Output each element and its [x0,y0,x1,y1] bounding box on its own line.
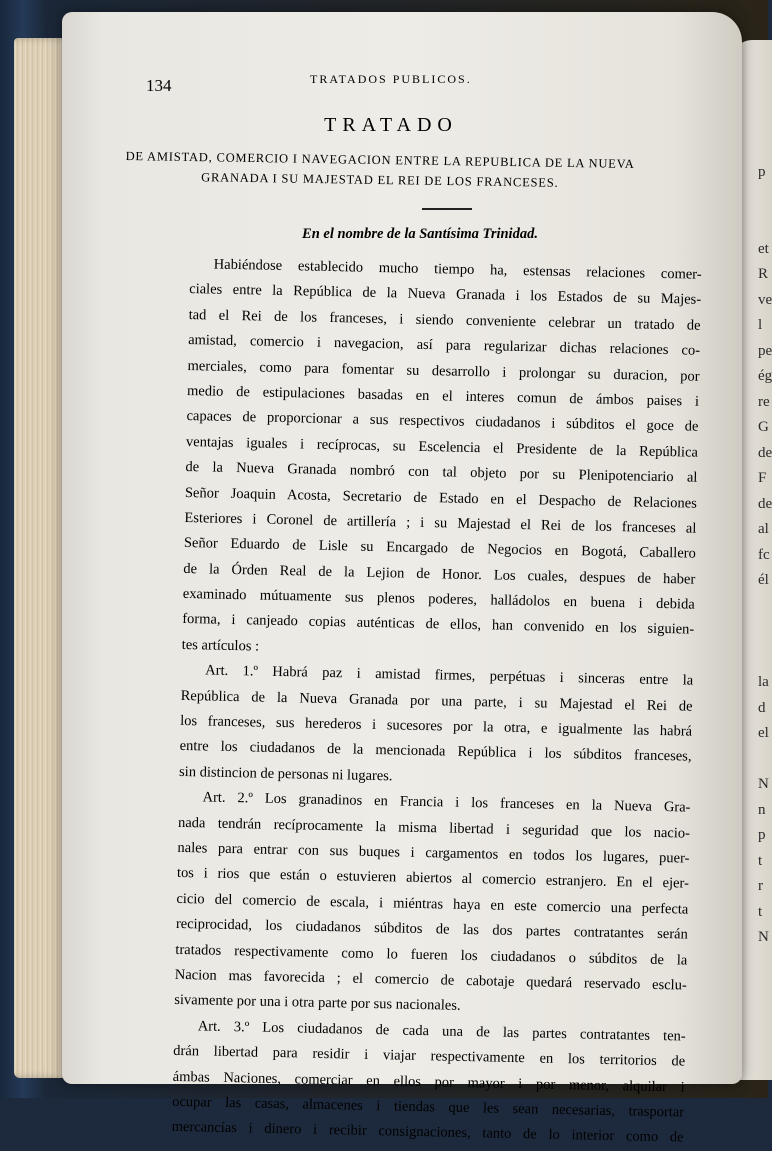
text-line: República de la Nueva Granada por una parte, i su Majestad el Rei de [180,687,693,715]
text-line: Esteriores i Coronel de artillería ; i su Majestad el Rei de los franceses al [184,509,697,537]
text-line: Señor Eduardo de Lisle su Encargado de Negocios en Bogotá, Caballero [183,535,696,562]
running-header [146,68,616,95]
text-line: merciales, como para fomentar su desarrollo i prolongar su duracion, por [187,357,700,385]
treaty-subtitle [120,146,641,194]
text-line: sivamente por una i otra parte por sus nacionales. [174,992,461,1015]
text-line: ámbas Naciones, comerciar en ellos por mayor i por menor, alquilar i [172,1068,685,1096]
invocation-heading: En el nombre de la Santísima Trinidad. [302,226,538,242]
text-line: de la Órden Real de la Lejion de Honor. Los cuales, despues de haber [183,560,696,588]
text-line: Habiéndose establecido mucho tiempo ha, estensas relaciones comer- [213,256,702,283]
text-line: ciales entre la República de la Nueva Granada i los Estados de su Majes- [189,281,702,309]
text-line: sin distincion de personas ni lugares. [178,763,393,785]
running-head-title: TRATADOS PUBLICOS. [310,72,472,86]
text-line: ventajas iguales i recíprocas, su Escelencia el Presidente de la República [185,433,699,461]
facing-page-text: p et R ve l pe ég re G de F de al fc él la d el N n p t r t N [758,164,772,945]
text-line: tes artículos : [181,636,260,655]
text-line: Nacion mas favorecida ; el comercio de cabotaje quedará reservado esclu- [174,966,687,994]
text-line: amistad, comercio i navegacion, así para regularizar dichas relaciones co- [187,332,701,359]
subtitle-line-2: GRANADA I SU MAJESTAD EL REI DE LOS FRANCESES. [201,170,559,190]
text-line: tratados respectivamente como lo fueren los ciudadanos o súbditos de la [175,941,688,969]
text-line: Art. 2.º Los granadinos en Francia i los franceses en la Nueva Gra- [202,789,691,816]
text-line: de la Nueva Granada nombró con tal objeto por su Plenipotenciario al [185,459,698,486]
text-line: nales para entrar con sus buques i cargamentos en todos los lugares, puer- [177,839,690,867]
page-number: 134 [146,76,172,95]
text-line: cicio del comercio de escala, i miéntras haya en este comercio una perfecta [176,890,689,918]
text-line: capaces de proporcionar a sus respectivos ciudadanos i súbditos el goce de [186,408,699,436]
treaty-body-text [171,252,701,1151]
text-line: entre los ciudadanos de la mencionada República i los súbditos franceses, [179,738,692,766]
text-line: ocupar las casas, almacenes i tiendas que les sean necesarias, trasportar [172,1093,685,1121]
treaty-title: TRATADO [324,114,458,136]
text-line: Art. 3.º Los ciudadanos de cada una de las partes contratantes ten- [197,1018,686,1045]
title-rule-divider [422,208,472,210]
text-line: los franceses, sus herederos i sucesores por la otra, e igualmente las habrá [180,712,693,740]
text-line: nada tendrán recíprocamente la misma libertad i seguridad que los nacio- [177,814,691,842]
text-line: mercancías i dinero i recibir consignaciones, tanto de lo interior como de [171,1119,684,1146]
text-line: Art. 1.º Habrá paz i amistad firmes, perpétuas i sinceras entre la [205,662,694,689]
text-line: medio de estipulaciones basadas en el interes comun de ámbos paises i [186,382,700,410]
text-line: examinado mútuamente sus plenos poderes, halládolos en buena i debida [182,586,695,613]
subtitle-line-1: DE AMISTAD, COMERCIO I NAVEGACION ENTRE LA REPUBLICA DE LA NUEVA [125,149,635,171]
text-line: forma, i canjeado copias auténticas de ellos, han convenido en los siguien- [182,611,695,639]
text-line: tad el Rei de los franceses, i siendo conveniente celebrar un tratado de [188,306,701,334]
text-line: tos i rios que están o estuvieren abiertos al comercio estranjero. En el ejer- [176,865,690,892]
text-line: Señor Joaquin Acosta, Secretario de Estado en el Despacho de Relaciones [184,484,698,512]
text-line: drán libertad para residir i viajar respectivamente en los territorios de [173,1042,686,1070]
text-line: reciprocidad, los ciudadanos súbditos de las dos partes contratantes serán [175,916,688,943]
